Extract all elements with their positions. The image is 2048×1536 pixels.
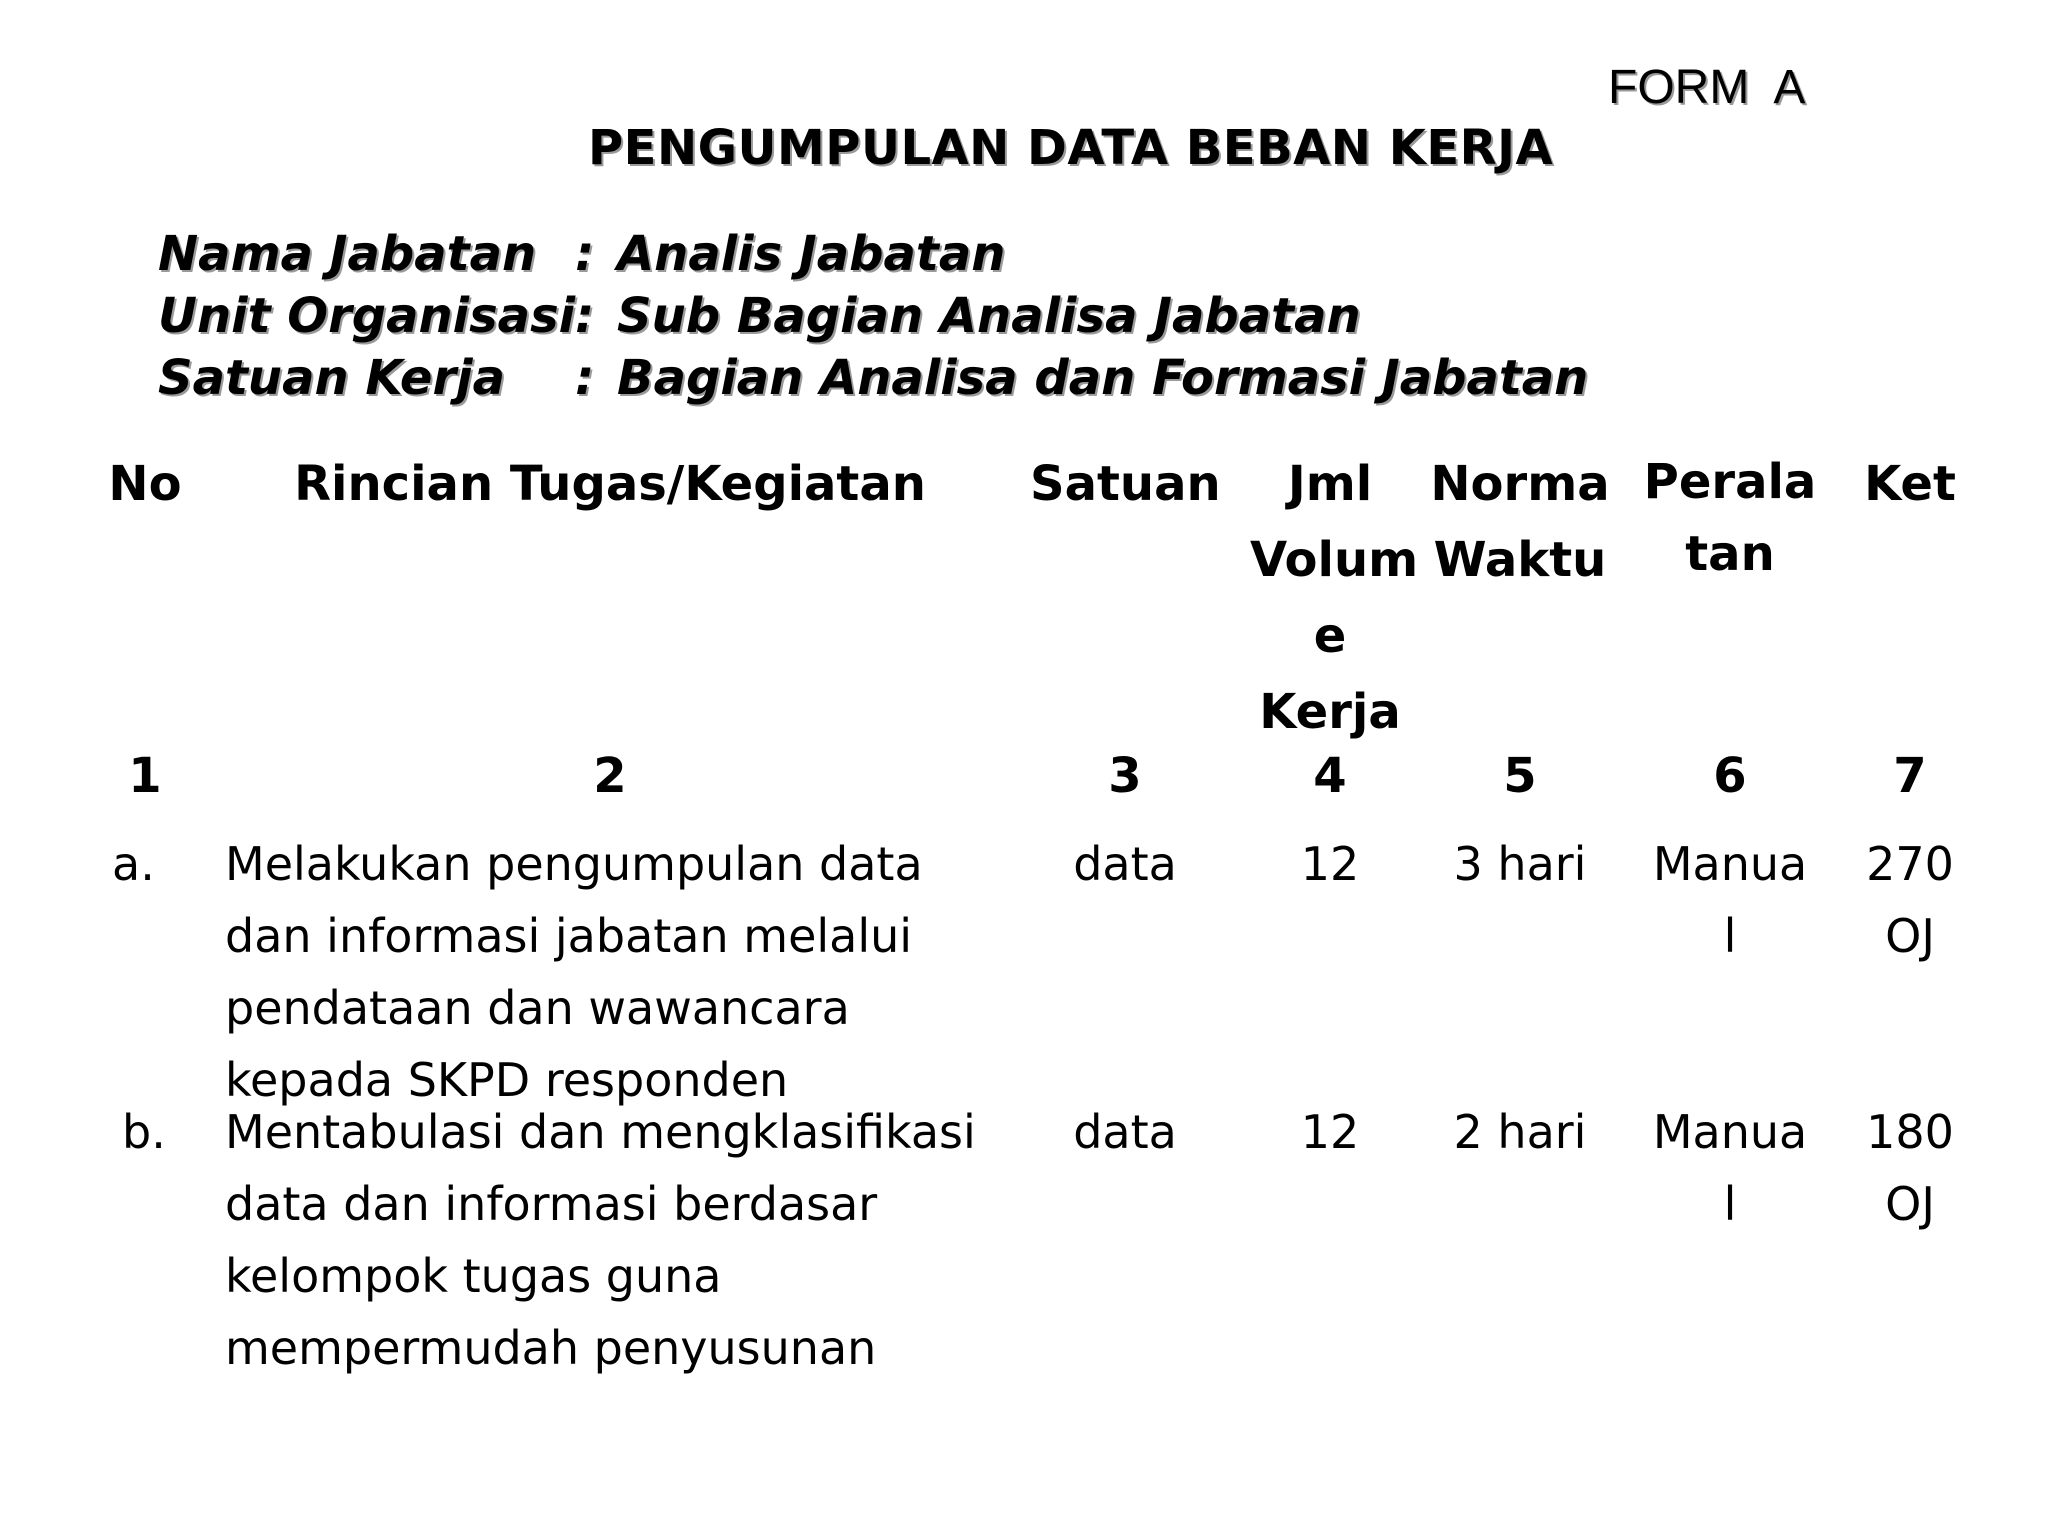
ket-line: 180 (1866, 1105, 1954, 1159)
info-label-satuan-kerja: Satuan Kerja (158, 350, 505, 406)
header-norma-line: Norma (1430, 456, 1610, 512)
row-b-ket (1850, 1096, 1970, 1240)
info-value-satuan-kerja: Bagian Analisa dan Formasi Jabatan (617, 350, 1589, 406)
column-number-3: 3 (1108, 748, 1142, 804)
rincian-line: mempermudah penyusunan (225, 1321, 877, 1375)
peralatan-line: l (1723, 1177, 1737, 1231)
header-no: No (108, 456, 182, 512)
column-number-4: 4 (1313, 748, 1347, 804)
header-norma-waktu (1430, 446, 1610, 598)
info-separator: : (575, 288, 595, 344)
row-a-rincian (225, 828, 923, 1116)
rincian-line: dan informasi jabatan melalui (225, 909, 913, 963)
rincian-line: data dan informasi berdasar (225, 1177, 878, 1231)
column-number-7: 7 (1893, 748, 1927, 804)
row-b-peralatan (1635, 1096, 1825, 1240)
info-label-nama-jabatan: Nama Jabatan (158, 226, 537, 282)
header-peralatan (1635, 446, 1825, 590)
row-b-norma: 2 hari (1453, 1105, 1587, 1159)
header-satuan: Satuan (1030, 456, 1221, 512)
document-title: PENGUMPULAN DATA BEBAN KERJA (588, 120, 1554, 176)
ket-line: OJ (1885, 1177, 1935, 1231)
info-value-nama-jabatan: Analis Jabatan (617, 226, 1006, 282)
row-a-ket (1850, 828, 1970, 972)
rincian-line: Melakukan pengumpulan data (225, 837, 923, 891)
row-a-peralatan (1635, 828, 1825, 972)
row-a-satuan: data (1073, 837, 1177, 891)
header-jml-volume-kerja (1250, 446, 1419, 750)
header-peralatan-line: Perala (1643, 454, 1817, 510)
header-jml-line: Jml (1287, 456, 1373, 512)
header-jml-line: Volum (1250, 532, 1419, 588)
row-b-jml: 12 (1300, 1105, 1360, 1159)
column-number-6: 6 (1713, 748, 1747, 804)
peralatan-line: l (1723, 909, 1737, 963)
row-b-satuan: data (1073, 1105, 1177, 1159)
column-number-1: 1 (128, 748, 162, 804)
row-a-norma: 3 hari (1453, 837, 1587, 891)
rincian-line: kelompok tugas guna (225, 1249, 722, 1303)
ket-line: OJ (1885, 909, 1935, 963)
header-rincian: Rincian Tugas/Kegiatan (294, 456, 926, 512)
rincian-line: pendataan dan wawancara (225, 981, 850, 1035)
row-b-rincian (225, 1096, 976, 1384)
peralatan-line: Manua (1652, 837, 1808, 891)
info-separator: : (575, 226, 595, 282)
peralatan-line: Manua (1652, 1105, 1808, 1159)
row-a-no: a. (112, 837, 155, 891)
header-norma-line: Waktu (1433, 532, 1607, 588)
header-peralatan-line: tan (1685, 526, 1775, 582)
header-jml-line: e (1313, 608, 1347, 664)
column-number-2: 2 (593, 748, 627, 804)
rincian-line: kepada SKPD responden (225, 1053, 789, 1107)
info-value-unit-organisasi: Sub Bagian Analisa Jabatan (617, 288, 1361, 344)
ket-line: 270 (1866, 837, 1954, 891)
row-a-jml: 12 (1300, 837, 1360, 891)
header-ket: Ket (1864, 456, 1956, 512)
info-separator: : (575, 350, 595, 406)
info-label-unit-organisasi: Unit Organisasi (158, 288, 576, 344)
column-number-5: 5 (1503, 748, 1537, 804)
form-label: FORM A (1608, 61, 1806, 114)
header-jml-line: Kerja (1259, 684, 1401, 740)
rincian-line: Mentabulasi dan mengklasifikasi (225, 1105, 976, 1159)
row-b-no: b. (122, 1105, 166, 1159)
